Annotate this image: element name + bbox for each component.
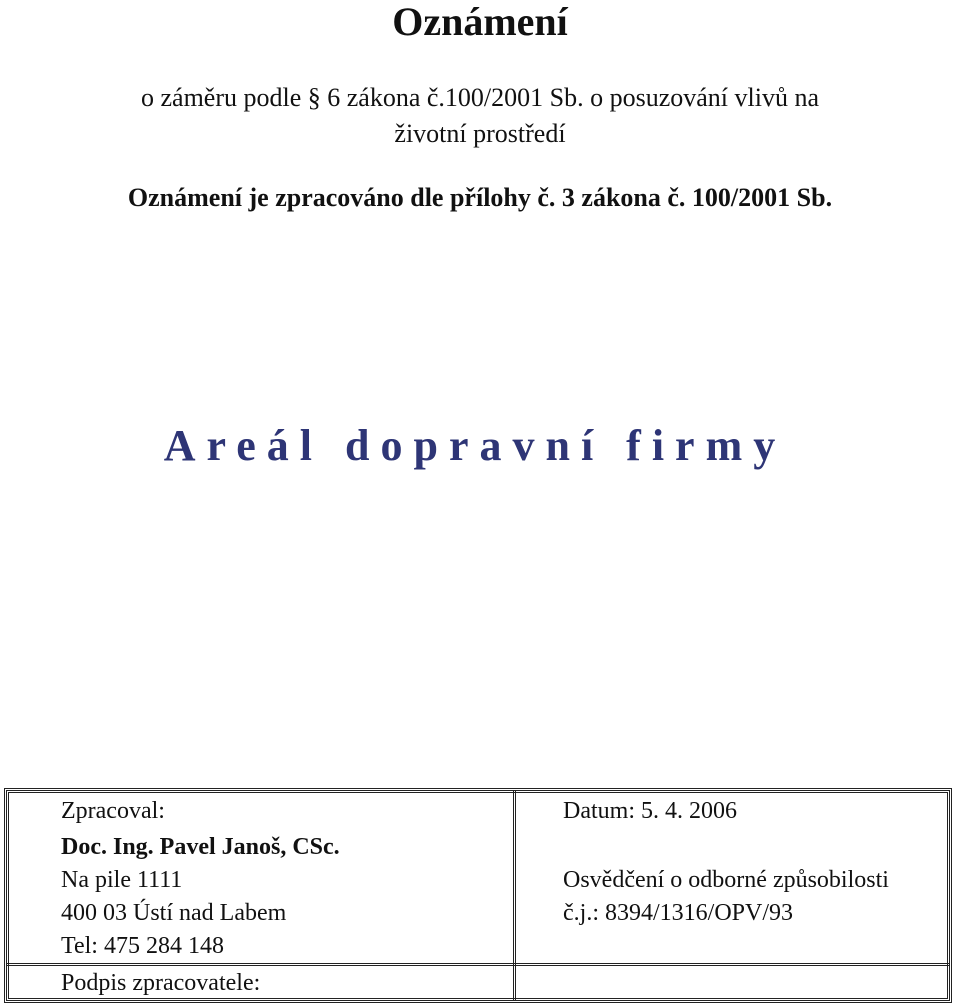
document-subtitle	[40, 80, 920, 152]
column-divider	[513, 791, 516, 1000]
address-line-2: 400 03 Ústí nad Labem	[61, 900, 287, 926]
date: Datum: 5. 4. 2006	[563, 798, 737, 824]
phone: Tel: 475 284 148	[61, 933, 224, 959]
subtitle-line-2: životní prostředí	[394, 119, 566, 148]
document-title: Oznámení	[392, 0, 568, 44]
address-line-1: Na pile 1111	[61, 867, 183, 893]
author-name: Doc. Ing. Pavel Janoš, CSc.	[61, 834, 340, 860]
annex-note: Oznámení je zpracováno dle přílohy č. 3 zákona č. 100/2001 Sb.	[127, 183, 833, 212]
project-name: Areál dopravní firmy	[163, 421, 787, 470]
signature-label: Podpis zpracovatele:	[61, 970, 261, 996]
certificate-number: č.j.: 8394/1316/OPV/93	[563, 900, 794, 926]
prepared-by-label: Zpracoval:	[61, 798, 165, 824]
certificate-label: Osvědčení o odborné způsobilosti	[563, 867, 889, 893]
subtitle-line-1: o záměru podle § 6 zákona č.100/2001 Sb. o posuzování vlivů na	[140, 83, 820, 112]
info-box	[4, 788, 952, 1003]
row-divider	[7, 963, 949, 966]
